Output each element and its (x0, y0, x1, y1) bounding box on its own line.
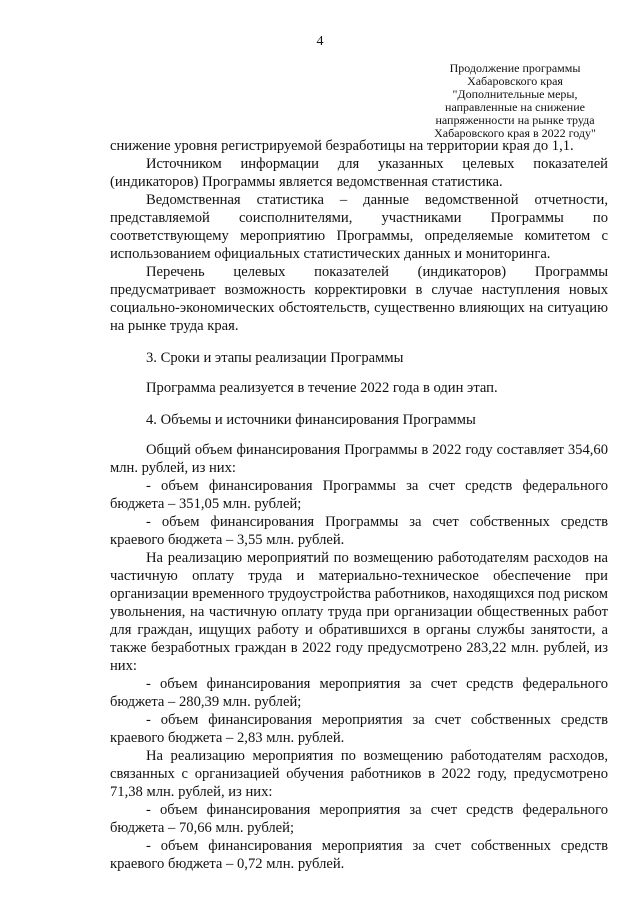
paragraph: - объем финансирования мероприятия за счет средств федерального бюджета – 280,39 млн. рублей; (110, 676, 608, 710)
paragraph: Программа реализуется в течение 2022 года в один этап. (146, 380, 498, 396)
continuation-header (420, 62, 610, 140)
continuation-line: напряженности на рынке труда (435, 113, 595, 127)
paragraph: - объем финансирования Программы за счет средств федерального бюджета – 351,05 млн. рублей; (110, 478, 608, 512)
continuation-line: Хабаровского края в 2022 году" (434, 126, 596, 140)
paragraph: - объем финансирования мероприятия за счет средств федерального бюджета – 70,66 млн. рублей; (110, 802, 608, 836)
paragraph: На реализацию мероприятий по возмещению работодателям расходов на частичную оплату труда и материально-техническое обеспечение при организации временного трудоустройства работников, находящихся под риском увольнения, на частичную оплату труда при организации общественных работ для граждан, ищущих работу и обратившихся в органы службы занятости, а также безработных граждан в 2022 году предусмотрено 283,22 млн. рублей, из них: (110, 550, 608, 674)
paragraph: На реализацию мероприятия по возмещению работодателям расходов, связанных с организацией обучения работников в 2022 году, предусмотрено 71,38 млн. рублей, из них: (110, 748, 608, 800)
paragraph: снижение уровня регистрируемой безработицы на территории края до 1,1. (110, 138, 574, 154)
paragraph: Перечень целевых показателей (индикаторов) Программы предусматривает возможность корректировки в случае наступления новых социально-экономических обстоятельств, существенно влияющих на ситуацию на рынке труда края. (110, 264, 608, 334)
section-heading: 4. Объемы и источники финансирования Программы (146, 412, 476, 428)
paragraph: Источником информации для указанных целевых показателей (индикаторов) Программы является ведомственная статистика. (110, 156, 608, 190)
paragraph: Общий объем финансирования Программы в 2022 году составляет 354,60 млн. рублей, из них: (110, 442, 608, 476)
continuation-line: Продолжение программы (449, 61, 581, 75)
document-body (110, 137, 608, 873)
continuation-line: "Дополнительные меры, (452, 87, 578, 101)
paragraph: - объем финансирования Программы за счет собственных средств краевого бюджета – 3,55 млн. рублей. (110, 514, 608, 548)
continuation-line: Хабаровского края (467, 74, 563, 88)
paragraph: - объем финансирования мероприятия за счет собственных средств краевого бюджета – 2,83 млн. рублей. (110, 712, 608, 746)
section-heading: 3. Сроки и этапы реализации Программы (146, 350, 404, 366)
continuation-line: направленные на снижение (445, 100, 585, 114)
paragraph: - объем финансирования мероприятия за счет собственных средств краевого бюджета – 0,72 млн. рублей. (110, 838, 608, 872)
page-number: 4 (316, 34, 324, 49)
paragraph: Ведомственная статистика – данные ведомственной отчетности, представляемой соисполнителями, участниками Программы по соответствующему мероприятию Программы, определяемые комитетом с использованием официальных статистических данных и мониторинга. (110, 192, 608, 262)
